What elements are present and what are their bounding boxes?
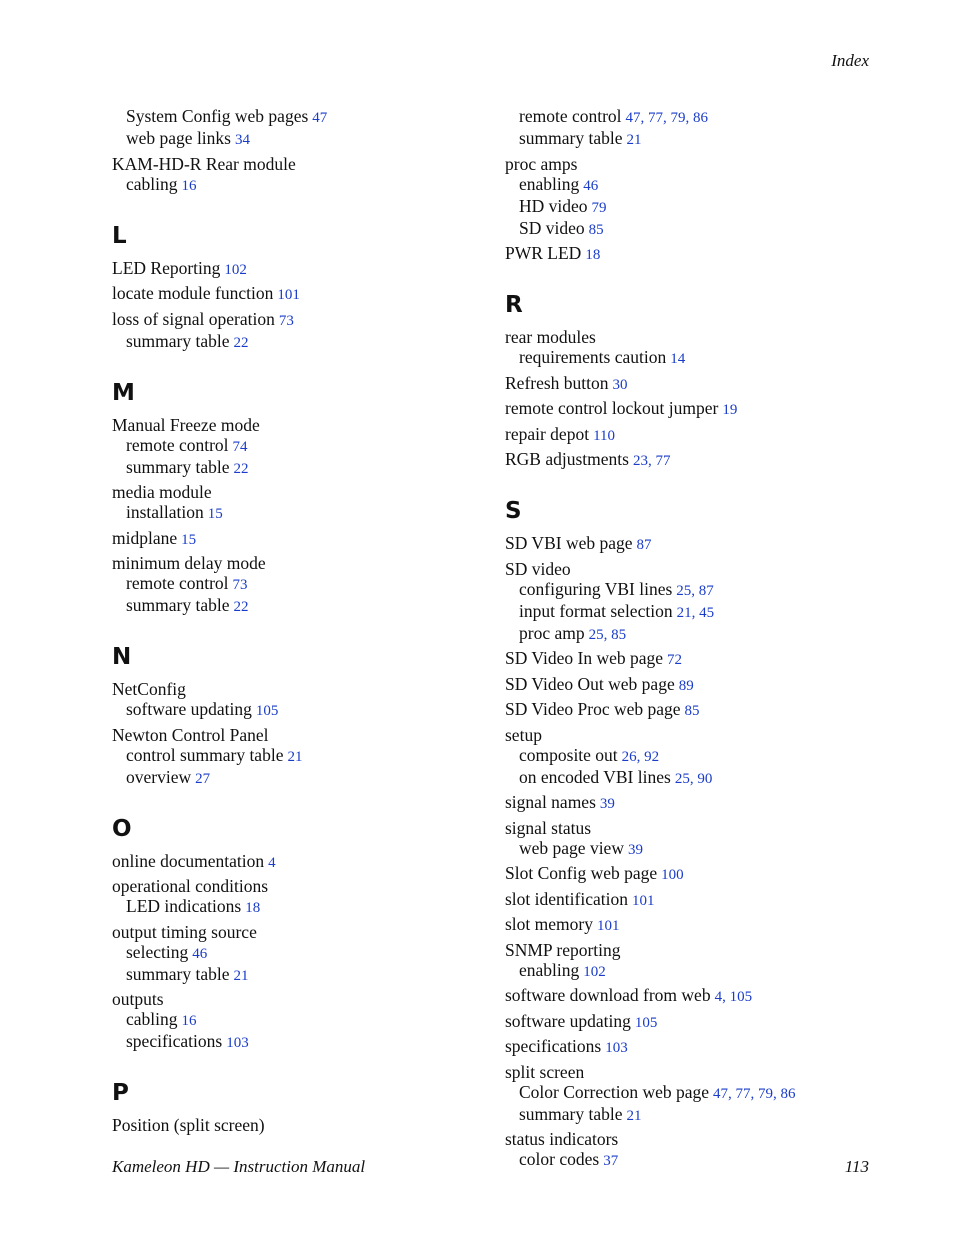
page-references xyxy=(667,652,682,668)
index-entry xyxy=(505,398,905,420)
page-link[interactable]: 72 xyxy=(667,652,683,668)
page-references xyxy=(234,968,249,984)
index-term: slot memory xyxy=(505,914,593,934)
index-entry xyxy=(112,922,512,942)
index-subentry xyxy=(505,1104,905,1126)
index-term: online documentation xyxy=(112,850,265,871)
page-link[interactable]: 105 xyxy=(634,1014,658,1031)
index-term: SD Video In web page xyxy=(505,648,664,668)
page-link[interactable]: 85 xyxy=(588,221,604,238)
index-entry xyxy=(505,449,905,471)
index-term: remote control xyxy=(519,106,622,126)
index-subentry xyxy=(505,347,905,369)
page-references xyxy=(622,749,660,765)
page-references xyxy=(256,703,279,719)
index-term: slot identification xyxy=(505,888,628,909)
index-letter-heading: N xyxy=(112,644,132,670)
index-subentry xyxy=(112,745,512,767)
index-subentry xyxy=(505,196,905,218)
page-references xyxy=(628,842,643,858)
index-entry xyxy=(112,851,512,873)
footer-page-number: 113 xyxy=(844,1157,869,1176)
index-term: LED indications xyxy=(126,896,242,916)
page-references xyxy=(234,335,249,351)
index-entry xyxy=(112,876,512,896)
index-term: configuring VBI lines xyxy=(519,578,673,599)
index-term: summary table xyxy=(126,330,230,351)
index-term: repair depot xyxy=(505,423,590,444)
index-term: input format selection xyxy=(519,600,673,621)
page-references xyxy=(661,867,684,883)
index-term: on encoded VBI lines xyxy=(519,766,671,787)
index-term: locate module function xyxy=(112,283,274,303)
page-link[interactable]: 16 xyxy=(181,1013,197,1029)
page-link[interactable]: 30 xyxy=(612,376,628,393)
index-subentry xyxy=(112,128,512,150)
index-column-left xyxy=(112,106,512,1135)
page-link[interactable]: 21 xyxy=(287,748,303,765)
index-term: software updating xyxy=(126,699,252,719)
page-references xyxy=(192,946,207,962)
index-term: SNMP reporting xyxy=(505,939,621,960)
index-entry xyxy=(112,415,512,435)
index-term: software updating xyxy=(505,1010,631,1031)
index-entry xyxy=(112,482,512,502)
page-separator: , xyxy=(636,748,645,765)
page-separator: , xyxy=(750,1085,759,1102)
page-link[interactable]: 103 xyxy=(226,1035,249,1051)
page-link[interactable]: 47 xyxy=(312,110,328,126)
index-subentry xyxy=(112,331,512,353)
page-separator: , xyxy=(640,110,649,126)
page-link[interactable]: 34 xyxy=(234,132,250,148)
page-references xyxy=(637,537,652,553)
page-link[interactable]: 21 xyxy=(676,604,692,621)
page-references xyxy=(633,453,671,469)
page-references xyxy=(593,428,615,444)
index-term: web page view xyxy=(519,837,624,858)
page-references xyxy=(627,1108,642,1124)
index-term: NetConfig xyxy=(112,679,186,699)
page-references xyxy=(195,771,210,787)
index-term: enabling xyxy=(519,959,580,980)
index-subentry xyxy=(505,174,905,196)
page-link[interactable]: 16 xyxy=(181,177,197,194)
index-term: summary table xyxy=(519,1103,623,1124)
page-references xyxy=(589,627,627,643)
page-references xyxy=(224,262,247,278)
index-entry xyxy=(112,154,512,174)
index-term: setup xyxy=(505,724,542,745)
page-references xyxy=(715,989,753,1005)
page-references xyxy=(597,918,620,934)
page-link[interactable]: 45 xyxy=(699,604,715,621)
page-references xyxy=(233,577,248,593)
page-link[interactable]: 79 xyxy=(591,199,607,216)
index-subentry xyxy=(505,106,905,128)
index-term: Slot Config web page xyxy=(505,863,658,883)
index-entry xyxy=(112,258,512,280)
page-separator: , xyxy=(689,770,698,787)
page-link[interactable]: 23 xyxy=(632,453,648,469)
page-link[interactable]: 86 xyxy=(693,110,709,126)
index-term: KAM-HD-R Rear module xyxy=(112,153,296,174)
page-references xyxy=(613,377,628,393)
page-references xyxy=(626,110,709,126)
page-references xyxy=(583,178,598,194)
page-link[interactable]: 15 xyxy=(181,531,197,548)
page-link[interactable]: 15 xyxy=(207,506,223,522)
index-subentry xyxy=(505,601,905,623)
page-separator: , xyxy=(728,1085,736,1102)
page-link[interactable]: 26 xyxy=(621,748,637,765)
page-link[interactable]: 37 xyxy=(603,1153,619,1169)
index-term: web page links xyxy=(126,128,231,148)
page-link[interactable]: 39 xyxy=(627,841,643,858)
index-entry xyxy=(112,309,512,331)
index-letter-heading: P xyxy=(112,1080,129,1106)
page-references xyxy=(181,532,196,548)
page-link[interactable]: 47 xyxy=(625,110,641,126)
index-term: requirements caution xyxy=(519,347,667,367)
page-references xyxy=(676,583,714,599)
page-references xyxy=(722,402,737,418)
page-link[interactable]: 87 xyxy=(636,537,652,553)
index-term: signal status xyxy=(505,817,592,838)
page-separator: , xyxy=(603,626,612,643)
page-link[interactable]: 4 xyxy=(268,854,276,871)
index-term: rear modules xyxy=(505,327,596,347)
index-letter-heading: R xyxy=(505,292,523,318)
index-entry xyxy=(505,889,905,911)
page-link[interactable]: 87 xyxy=(698,582,714,599)
page-link[interactable]: 27 xyxy=(195,770,211,787)
index-entry xyxy=(112,283,512,305)
index-term: PWR LED xyxy=(505,243,582,263)
index-term: overview xyxy=(126,766,192,787)
index-term: specifications xyxy=(505,1036,602,1056)
index-term: LED Reporting xyxy=(112,257,221,278)
page-separator: , xyxy=(685,110,694,126)
index-term: summary table xyxy=(126,456,230,477)
index-term: control summary table xyxy=(126,744,284,765)
index-term: composite out xyxy=(519,744,618,765)
index-entry xyxy=(505,699,905,721)
page-separator: , xyxy=(722,989,730,1005)
page-references xyxy=(182,178,197,194)
index-term: remote control lockout jumper xyxy=(505,398,719,418)
index-subentry xyxy=(112,896,512,918)
page-link[interactable]: 90 xyxy=(697,770,713,787)
page-link[interactable]: 25 xyxy=(588,626,604,643)
page-references xyxy=(583,964,606,980)
index-term: SD Video Proc web page xyxy=(505,699,681,719)
index-term: Position (split screen) xyxy=(112,1115,265,1135)
page-link[interactable]: 73 xyxy=(278,312,294,329)
index-entry xyxy=(112,679,512,699)
index-term: output timing source xyxy=(112,921,257,942)
page-link[interactable]: 102 xyxy=(224,261,247,278)
page-references xyxy=(585,247,600,263)
index-term: software download from web xyxy=(505,985,711,1005)
page-references xyxy=(670,351,685,367)
index-subentry xyxy=(505,623,905,645)
index-entry xyxy=(505,914,905,936)
page-references xyxy=(713,1086,796,1102)
index-term: remote control xyxy=(126,573,229,593)
index-letter-heading: L xyxy=(112,222,127,249)
index-term: HD video xyxy=(519,195,588,216)
index-term: minimum delay mode xyxy=(112,553,266,573)
index-entry xyxy=(505,243,905,265)
index-entry xyxy=(505,818,905,838)
page-references xyxy=(627,132,642,148)
index-term: Manual Freeze mode xyxy=(112,414,260,435)
page-link[interactable]: 46 xyxy=(583,177,599,194)
index-term: SD video xyxy=(505,558,571,579)
index-entry xyxy=(505,373,905,395)
index-term: SD Video Out web page xyxy=(505,673,675,694)
index-term: installation xyxy=(126,502,204,522)
index-entry xyxy=(112,1115,512,1135)
page-link[interactable]: 21 xyxy=(626,1107,642,1124)
page-link[interactable]: 19 xyxy=(722,402,738,418)
index-subentry xyxy=(505,745,905,767)
index-term: SD VBI web page xyxy=(505,533,633,553)
index-subentry xyxy=(112,502,512,524)
page-link[interactable]: 92 xyxy=(644,748,660,765)
page-link[interactable]: 14 xyxy=(670,351,686,367)
page-link[interactable]: 110 xyxy=(593,427,616,444)
page-references xyxy=(234,461,249,477)
page-link[interactable]: 25 xyxy=(676,582,692,599)
index-term: cabling xyxy=(126,1009,178,1029)
index-entry xyxy=(112,528,512,550)
page-link[interactable]: 39 xyxy=(599,796,615,812)
index-term: media module xyxy=(112,482,212,502)
index-term: Color Correction web page xyxy=(519,1081,710,1102)
index-term: summary table xyxy=(126,963,230,984)
page-link[interactable]: 47 xyxy=(713,1085,729,1102)
page-link[interactable]: 101 xyxy=(631,892,655,909)
index-entry xyxy=(505,154,905,174)
index-entry xyxy=(505,863,905,885)
index-subentry xyxy=(505,218,905,240)
page-separator: , xyxy=(647,453,656,469)
index-entry xyxy=(505,1062,905,1082)
index-term: Refresh button xyxy=(505,372,609,393)
index-column-right xyxy=(505,106,905,1171)
index-subentry xyxy=(112,942,512,964)
index-term: loss of signal operation xyxy=(112,308,275,329)
footer-manual-title: Kameleon HD — Instruction Manual xyxy=(112,1157,366,1176)
index-subentry xyxy=(505,960,905,982)
index-letter-heading: M xyxy=(112,379,135,406)
index-entry xyxy=(505,327,905,347)
index-term: remote control xyxy=(126,434,229,455)
page-references xyxy=(234,599,249,615)
page-references xyxy=(226,1035,249,1051)
index-term: Newton Control Panel xyxy=(112,724,269,745)
page-link[interactable]: 79 xyxy=(670,110,686,126)
page-link[interactable]: 79 xyxy=(758,1085,774,1102)
index-subentry xyxy=(112,699,512,721)
page-link[interactable]: 100 xyxy=(661,867,684,883)
index-entry xyxy=(505,1011,905,1033)
index-subentry xyxy=(505,767,905,789)
index-entry xyxy=(505,725,905,745)
index-term: summary table xyxy=(126,595,230,615)
index-entry xyxy=(505,674,905,696)
page-link[interactable]: 73 xyxy=(232,577,248,593)
index-term: color codes xyxy=(519,1149,600,1169)
page-link[interactable]: 101 xyxy=(596,918,620,934)
page-separator: , xyxy=(691,582,699,599)
index-subentry xyxy=(112,573,512,595)
index-subentry xyxy=(112,964,512,986)
index-subentry xyxy=(112,106,512,128)
index-entry xyxy=(505,940,905,960)
page-references xyxy=(208,506,223,522)
page-link[interactable]: 101 xyxy=(277,287,300,303)
page-references xyxy=(279,313,294,329)
index-term: System Config web pages xyxy=(126,106,309,126)
page-references xyxy=(182,1013,197,1029)
index-term: proc amp xyxy=(519,622,585,643)
index-entry xyxy=(505,1036,905,1058)
index-term: operational conditions xyxy=(112,876,269,896)
index-subentry xyxy=(505,838,905,860)
page-references xyxy=(677,605,715,621)
page-link[interactable]: 77 xyxy=(655,453,671,469)
index-entry xyxy=(505,533,905,555)
index-subentry xyxy=(112,174,512,196)
index-term: signal names xyxy=(505,792,596,812)
page-references xyxy=(277,287,300,303)
page-link[interactable]: 77 xyxy=(648,110,664,126)
index-letter-heading: S xyxy=(505,498,522,524)
index-term: proc amps xyxy=(505,153,578,174)
index-term: SD video xyxy=(519,217,585,238)
index-subentry xyxy=(112,1009,512,1031)
index-subentry xyxy=(505,128,905,150)
index-entry xyxy=(112,989,512,1009)
page-link[interactable]: 89 xyxy=(678,677,694,694)
index-entry xyxy=(505,648,905,670)
index-entry xyxy=(505,559,905,579)
page-references xyxy=(675,771,713,787)
page-link[interactable]: 22 xyxy=(233,599,249,615)
index-term: selecting xyxy=(126,941,189,962)
index-term: RGB adjustments xyxy=(505,449,629,469)
page-references xyxy=(589,222,604,238)
index-term: split screen xyxy=(505,1061,585,1082)
page-link[interactable]: 74 xyxy=(232,438,248,455)
page-references xyxy=(600,796,615,812)
page-references xyxy=(679,678,694,694)
page-references xyxy=(245,900,260,916)
page-separator: , xyxy=(691,604,700,621)
page-references xyxy=(235,132,250,148)
page-link[interactable]: 105 xyxy=(729,989,753,1005)
index-term: status indicators xyxy=(505,1129,619,1149)
page-references xyxy=(268,855,276,871)
page-link[interactable]: 18 xyxy=(585,247,601,263)
index-subentry xyxy=(505,579,905,601)
index-entry xyxy=(505,1129,905,1149)
page-references xyxy=(605,1040,628,1056)
index-term: outputs xyxy=(112,989,164,1009)
page-references xyxy=(312,110,327,126)
index-subentry xyxy=(112,435,512,457)
index-entry xyxy=(112,553,512,573)
page-link[interactable]: 18 xyxy=(245,900,261,916)
page-references xyxy=(592,200,607,216)
index-term: specifications xyxy=(126,1031,223,1051)
page-references xyxy=(603,1153,618,1169)
index-subentry xyxy=(505,1082,905,1104)
page-link[interactable]: 85 xyxy=(611,626,627,643)
index-subentry xyxy=(112,595,512,617)
index-subentry xyxy=(112,767,512,789)
index-subentry xyxy=(112,457,512,479)
page-link[interactable]: 4 xyxy=(714,989,723,1005)
page-link[interactable]: 77 xyxy=(735,1085,751,1102)
index-entry xyxy=(505,792,905,814)
page-references xyxy=(287,749,302,765)
index-term: cabling xyxy=(126,173,178,194)
page-link[interactable]: 46 xyxy=(192,945,208,962)
running-head: Index xyxy=(831,51,869,70)
page-link[interactable]: 102 xyxy=(583,963,606,980)
index-entry xyxy=(112,725,512,745)
page-link[interactable]: 86 xyxy=(780,1085,796,1102)
page-link[interactable]: 103 xyxy=(605,1040,628,1056)
page-link[interactable]: 25 xyxy=(674,770,690,787)
page-references xyxy=(632,893,655,909)
index-term: midplane xyxy=(112,527,178,548)
page-references xyxy=(685,703,700,719)
page-link[interactable]: 21 xyxy=(626,132,642,148)
index-entry xyxy=(505,424,905,446)
page-link[interactable]: 22 xyxy=(233,460,249,477)
page-link[interactable]: 105 xyxy=(255,703,279,719)
index-term: enabling xyxy=(519,173,580,194)
page-separator: , xyxy=(773,1085,781,1102)
page-references xyxy=(233,439,248,455)
page-references xyxy=(635,1015,658,1031)
page-separator: , xyxy=(663,110,671,126)
page-link[interactable]: 22 xyxy=(233,334,249,351)
page-link[interactable]: 21 xyxy=(233,967,249,984)
page-link[interactable]: 85 xyxy=(684,703,700,719)
index-subentry xyxy=(112,1031,512,1053)
index-term: summary table xyxy=(519,128,623,148)
index-entry xyxy=(505,985,905,1007)
index-letter-heading: O xyxy=(112,815,132,842)
